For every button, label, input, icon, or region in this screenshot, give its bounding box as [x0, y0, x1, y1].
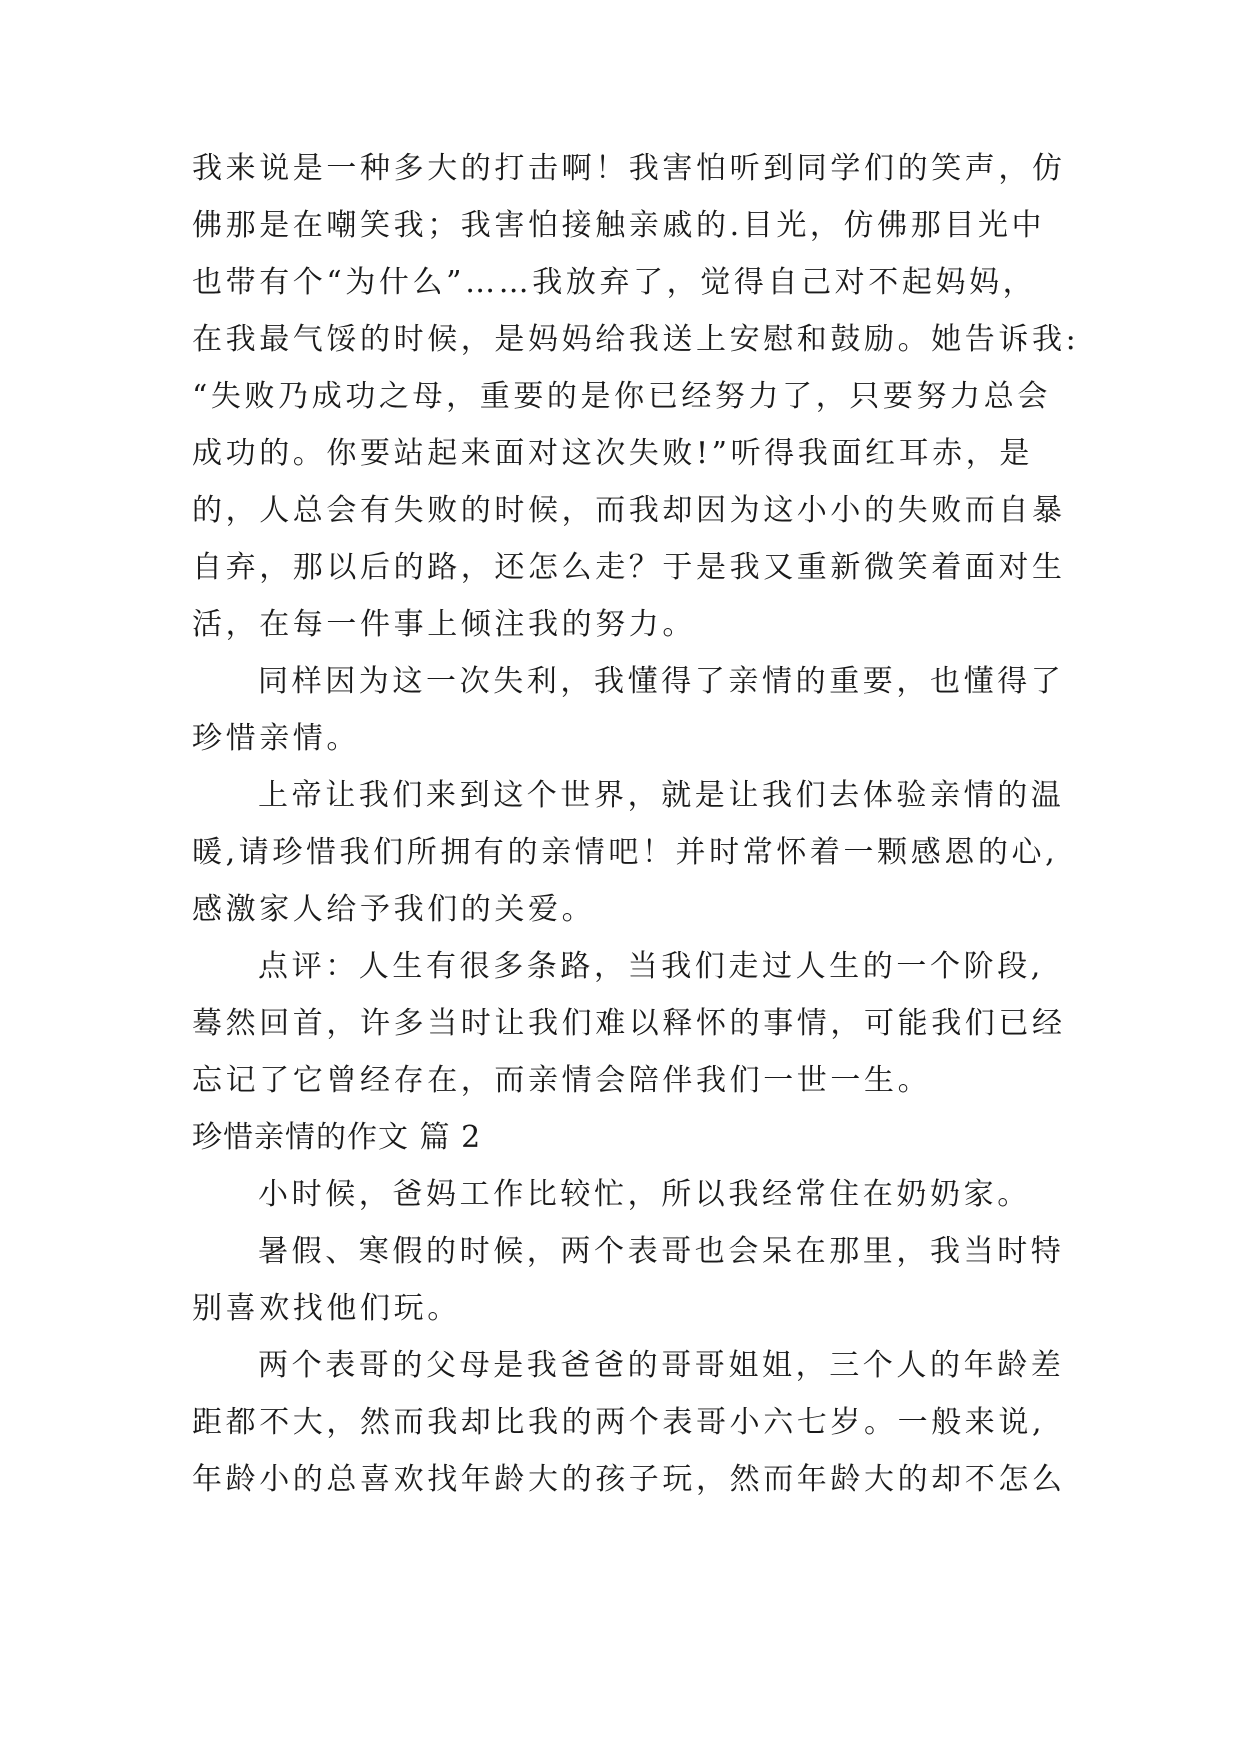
- paragraph-first-line: 两个表哥的父母是我爸爸的哥哥姐姐，三个人的年龄差: [258, 1348, 1065, 1383]
- text-line: 蓦然回首，许多当时让我们难以释怀的事情，可能我们已经: [192, 1006, 1066, 1041]
- text-line: 忘记了它曾经存在，而亲情会陪伴我们一世一生。: [192, 1063, 932, 1098]
- section-heading: 珍惜亲情的作文 篇 2: [192, 1120, 482, 1155]
- text-line: 成功的。你要站起来面对这次失败!”听得我面红耳赤，是: [192, 436, 1033, 471]
- text-line: 的，人总会有失败的时候，而我却因为这小小的失败而自暴: [192, 493, 1066, 528]
- text-line: 暖,请珍惜我们所拥有的亲情吧！并时常怀着一颗感恩的心,: [192, 835, 1059, 870]
- text-line: 年龄小的总喜欢找年龄大的孩子玩，然而年龄大的却不怎么: [192, 1462, 1066, 1497]
- text-line: 佛那是在嘲笑我；我害怕接触亲戚的.目光，仿佛那目光中: [192, 208, 1046, 243]
- text-line: 我来说是一种多大的打击啊！我害怕听到同学们的笑声，仿: [192, 151, 1066, 186]
- text-line: 感激家人给予我们的关爱。: [192, 892, 596, 927]
- paragraph-first-line: 上帝让我们来到这个世界，就是让我们去体验亲情的温: [258, 778, 1065, 813]
- paragraph-first-line: 暑假、寒假的时候，两个表哥也会呆在那里，我当时特: [258, 1234, 1065, 1269]
- text-line: 珍惜亲情。: [192, 721, 360, 756]
- paragraph-first-line: 小时候，爸妈工作比较忙，所以我经常住在奶奶家。: [258, 1177, 1031, 1212]
- text-line: 自弃，那以后的路，还怎么走？于是我又重新微笑着面对生: [192, 550, 1066, 585]
- text-line: 在我最气馁的时候，是妈妈给我送上安慰和鼓励。她告诉我:: [192, 322, 1080, 357]
- text-line: “失败乃成功之母，重要的是你已经努力了，只要努力总会: [192, 379, 1051, 414]
- text-line: 别喜欢找他们玩。: [192, 1291, 461, 1326]
- text-line: 也带有个“为什么”……我放弃了，觉得自己对不起妈妈，: [192, 265, 1037, 300]
- comment-first-line: 点评：人生有很多条路，当我们走过人生的一个阶段,: [258, 949, 1044, 984]
- text-line: 活，在每一件事上倾注我的努力。: [192, 607, 696, 642]
- text-line: 距都不大，然而我却比我的两个表哥小六七岁。一般来说,: [192, 1405, 1046, 1440]
- paragraph-first-line: 同样因为这一次失利，我懂得了亲情的重要，也懂得了: [258, 664, 1065, 699]
